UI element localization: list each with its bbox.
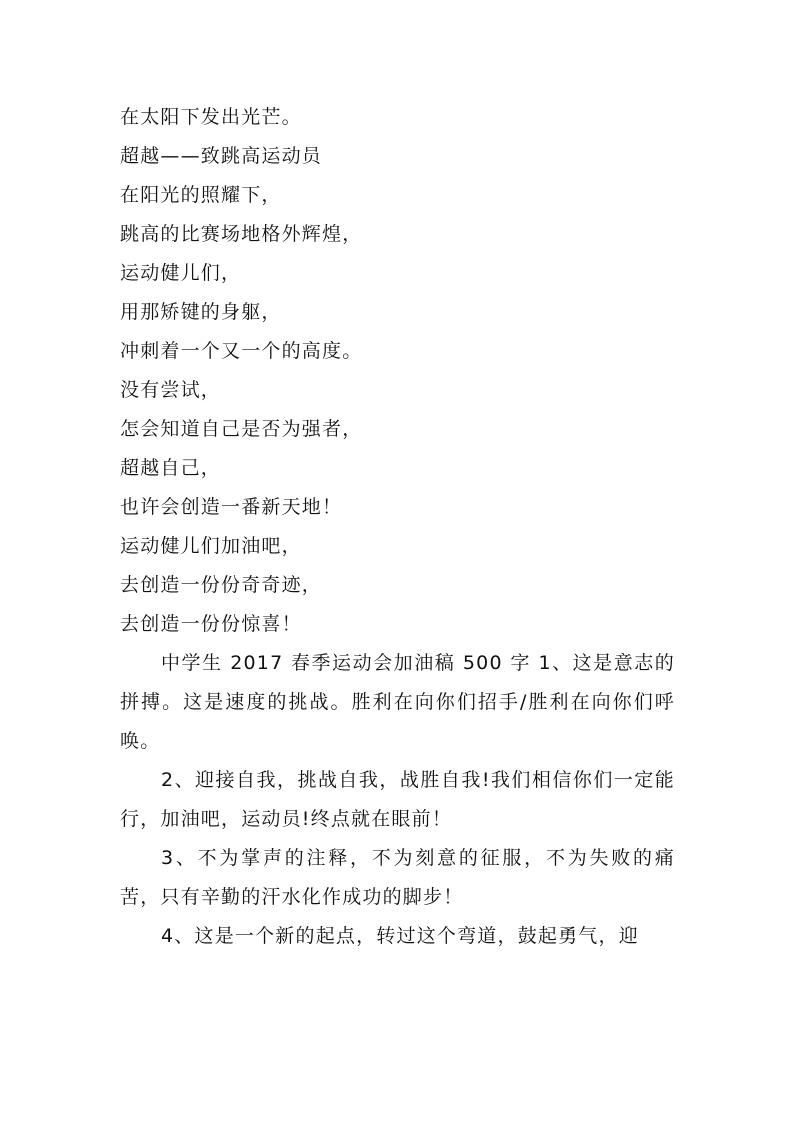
poem-line: 运动健儿们， [120,262,242,284]
paragraph-4: 4、这是一个新的起点，转过这个弯道，鼓起勇气，迎 [161,925,639,947]
poem-line: 用那矫键的身躯， [120,301,282,323]
poem-line: 在阳光的照耀下， [120,184,282,206]
poem-line: 没有尝试， [120,379,222,401]
poem-line: 运动健儿们加油吧， [120,535,302,557]
poem-line: 跳高的比赛场地格外辉煌， [120,223,363,245]
poem-line: 去创造一份份惊喜！ [120,613,302,635]
poem-line: 去创造一份份奇奇迹， [120,574,323,596]
poem-line: 也许会创造一番新天地！ [120,496,343,518]
poem-line: 超越自己， [120,457,222,479]
paragraph-2: 2、迎接自我，挑战自我，战胜自我!我们相信你们一定能行，加油吧，运动员!终点就在眼前！ [120,769,675,830]
poem-line: 怎会知道自己是否为强者， [120,418,363,440]
poem-line: 冲刺着一个又一个的高度。 [120,340,363,362]
paragraph-3: 3、不为掌声的注释，不为刻意的征服，不为失败的痛苦，只有辛勤的汗水化作成功的脚步！ [120,847,675,908]
poem-line: 在太阳下发出光芒。 [120,106,302,128]
poem-title: 超越——致跳高运动员 [120,145,323,167]
document-body [120,98,675,956]
paragraph-1: 中学生 2017 春季运动会加油稿 500 字 1、这是意志的拼搏。这是速度的挑战。胜利在向你们招手/胜利在向你们呼唤。 [120,652,675,752]
